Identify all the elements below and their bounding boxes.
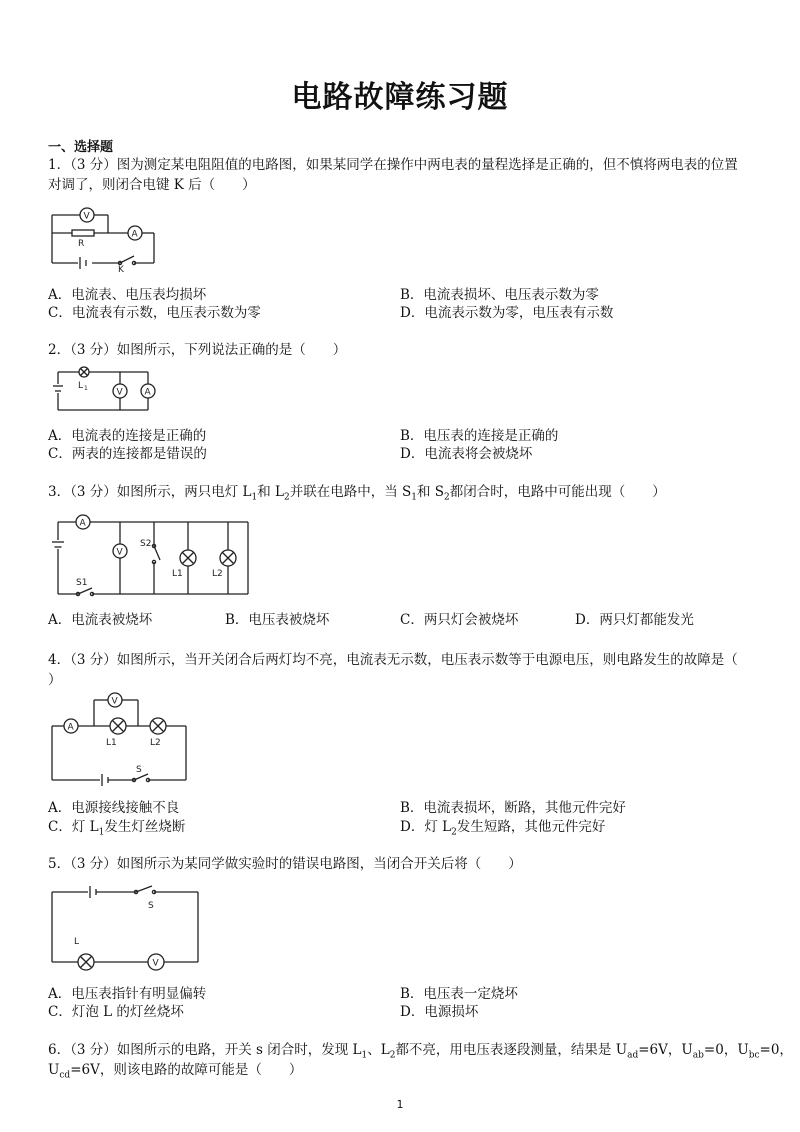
q1-voltmeter-label: V: [83, 211, 90, 222]
q6-stem-line2: $U_{cd}=6V$，则该电路的故障可能是（ ）: [48, 1062, 303, 1081]
q5-option-d[interactable]: D．电源损坏: [400, 1004, 479, 1020]
q2-circuit-diagram: [48, 366, 160, 416]
q5-option-a[interactable]: A．电压表指针有明显偏转: [48, 986, 207, 1002]
q3-lamp1-label: L1: [172, 569, 183, 579]
q3-option-d[interactable]: D．两只灯都能发光: [575, 612, 694, 628]
q1-stem-line1: 1．（3 分）图为测定某电阻阻值的电路图，如果某同学在操作中两电表的量程选择是正确的，但不慎将两电表的位置: [48, 157, 738, 173]
q4-option-b[interactable]: B．电流表损坏，断路，其他元件完好: [400, 800, 626, 816]
q4-stem-line1: 4．（3 分）如图所示，当开关闭合后两灯均不亮，电流表无示数，电压表示数等于电源电压，则电路发生的故障是（: [48, 652, 738, 668]
q3-stem: 3．（3 分）如图所示，两只电灯 $L_1$和 $L_2$并联在电路中，当 $S_1$和 $S_2$都闭合时，电路中可能出现（ ）: [48, 484, 666, 503]
q1-ammeter-label: A: [131, 229, 138, 240]
q3-option-b[interactable]: B．电压表被烧坏: [225, 612, 330, 628]
page-number: 1: [396, 1098, 404, 1111]
q5-circuit-diagram: [48, 880, 203, 976]
q4-option-a[interactable]: A．电源接线接触不良: [48, 800, 180, 816]
q5-option-c[interactable]: C．灯泡 L 的灯丝烧坏: [48, 1004, 184, 1020]
q3-option-a[interactable]: A．电流表被烧坏: [48, 612, 153, 628]
q2-stem: 2．（3 分）如图所示，下列说法正确的是（ ）: [48, 342, 347, 358]
page-title: 电路故障练习题: [291, 80, 509, 115]
q3-ammeter-label: A: [79, 518, 86, 529]
q5-stem: 5．（3 分）如图所示为某同学做实验时的错误电路图，当闭合开关后将（ ）: [48, 856, 522, 872]
q3-circuit-diagram: [48, 510, 258, 602]
q5-lamp-label: L: [74, 937, 80, 947]
q1-resistor-label: R: [78, 239, 85, 249]
q4-option-c[interactable]: C．灯 $L_1$发生灯丝烧断: [48, 819, 186, 838]
q1-circuit-diagram: [48, 205, 158, 275]
q4-stem-line2: ）: [48, 672, 62, 688]
q2-option-b[interactable]: B．电压表的连接是正确的: [400, 428, 559, 444]
q2-ammeter-label: A: [144, 387, 151, 398]
q5-option-b[interactable]: B．电压表一定烧坏: [400, 986, 518, 1002]
q1-option-b[interactable]: B．电流表损坏、电压表示数为零: [400, 287, 599, 303]
svg-text:1: 1: [84, 385, 88, 392]
q3-voltmeter-label: V: [116, 547, 123, 558]
q4-circuit-diagram: [48, 690, 190, 786]
q4-option-d[interactable]: D．灯 $L_2$发生短路，其他元件完好: [400, 819, 606, 838]
q5-switch-label: S: [148, 901, 154, 911]
q3-option-c[interactable]: C．两只灯会被烧坏: [400, 612, 519, 628]
q2-option-c[interactable]: C．两表的连接都是错误的: [48, 446, 207, 462]
q6-stem-line1: 6．（3 分）如图所示的电路，开关 s 闭合时，发现 $L_1$、$L_2$都不亮，用电压表逐段测量，结果是 $U_{ad}=6V$，$U_{ab}=0$，$U_{bc}=0$，: [48, 1042, 793, 1061]
q5-voltmeter-label: V: [152, 958, 159, 969]
q2-option-a[interactable]: A．电流表的连接是正确的: [48, 428, 207, 444]
q1-option-c[interactable]: C．电流表有示数，电压表示数为零: [48, 305, 261, 321]
q4-lamp1-label: L1: [106, 738, 117, 748]
q3-switch1-label: S1: [76, 578, 88, 588]
q1-option-a[interactable]: A．电流表、电压表均损坏: [48, 287, 207, 303]
q2-option-d[interactable]: D．电流表将会被烧坏: [400, 446, 533, 462]
q1-switch-label: K: [118, 265, 124, 275]
q4-lamp2-label: L2: [150, 738, 161, 748]
q4-switch-label: S: [136, 765, 142, 775]
q3-switch2-label: S2: [140, 539, 152, 549]
q2-voltmeter-label: V: [116, 387, 123, 398]
q3-lamp2-label: L2: [212, 569, 223, 579]
q2-lamp-label: L: [78, 381, 84, 391]
q1-stem-line2: 对调了，则闭合电键 K 后（ ）: [48, 177, 256, 193]
section-heading: 一、选择题: [48, 140, 114, 155]
q4-ammeter-label: A: [67, 722, 74, 733]
q4-voltmeter-label: V: [111, 696, 118, 707]
q1-option-d[interactable]: D．电流表示数为零，电压表有示数: [400, 305, 614, 321]
